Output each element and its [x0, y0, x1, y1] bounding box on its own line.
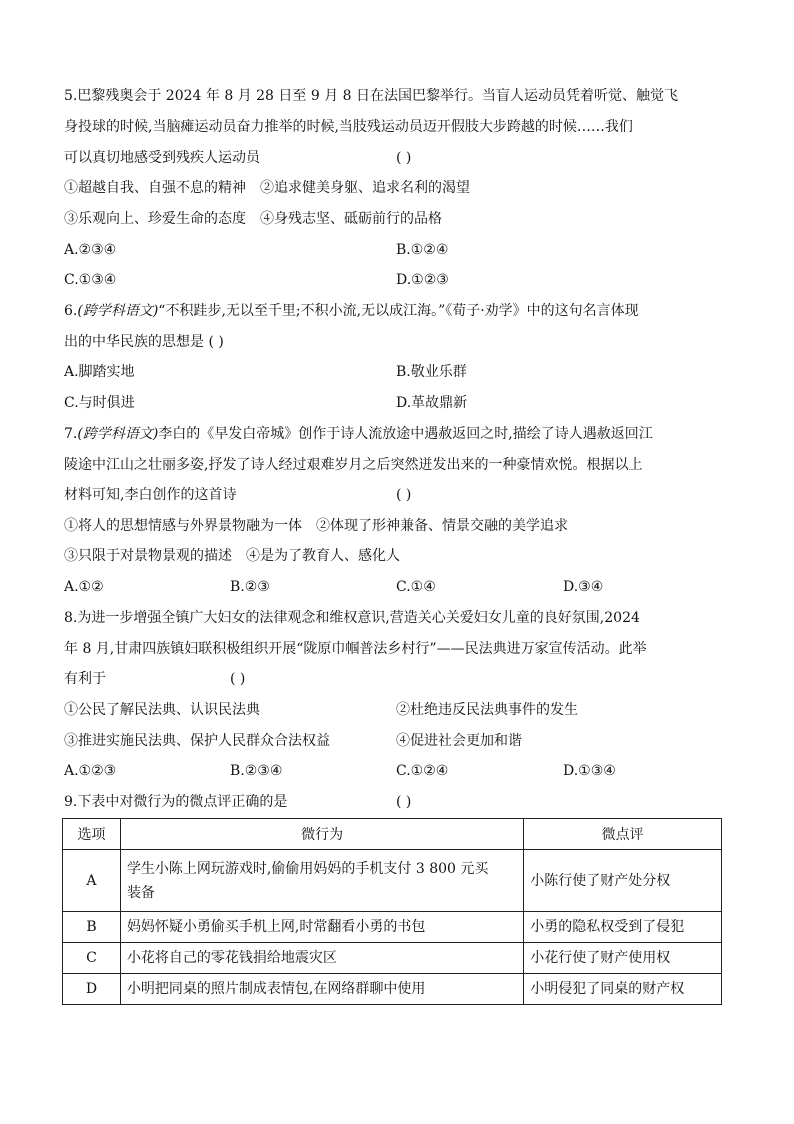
- q7-choice-b: B.②③: [230, 579, 270, 595]
- q6-choice-d: D.革故鼎新: [396, 395, 468, 411]
- q9-stem-line: [64, 792, 412, 812]
- q9-answer-bracket: ( ): [396, 794, 412, 810]
- table-header-option: 选项: [63, 819, 121, 850]
- table-row: [63, 974, 722, 1005]
- q7-stem-line-1: [64, 424, 653, 444]
- q5-option-line-1: ①超越自我、自强不息的精神 ②追求健美身躯、追求名利的渴望: [64, 180, 470, 196]
- q8-choice-b: B.②③④: [230, 763, 283, 779]
- q6-stem-line-2: [64, 332, 224, 352]
- q8-answer-bracket: ( ): [230, 671, 246, 687]
- q7-choice-a: A.①②: [64, 579, 104, 595]
- q9-table: [62, 818, 722, 1005]
- q7-option-line-1: ①将人的思想情感与外界景物融为一体 ②体现了形神兼备、情景交融的美学追求: [64, 518, 568, 534]
- row-option: D: [63, 974, 121, 1005]
- q8-choice-a: A.①②③: [64, 763, 117, 779]
- q7-number: 7.: [64, 426, 78, 442]
- q7-option-line-2: ③只限于对景物景观的描述 ④是为了教育人、感化人: [64, 548, 400, 564]
- q6-stem-text-2: 出的中华民族的思想是: [64, 334, 204, 350]
- q8-stem-text-3: 有利于: [64, 671, 106, 687]
- row-behavior-line-2: 装备: [126, 884, 155, 901]
- table-row: [63, 912, 722, 943]
- table-header-row: [63, 819, 722, 850]
- row-review: 小花行使了财产使用权: [524, 943, 722, 974]
- q6-stem-text: “不积跬步,无以至千里;不积小流,无以成江海。”《荀子·劝学》中的这句名言体现: [158, 303, 639, 319]
- q5-choice-b: B.①②④: [396, 242, 449, 258]
- q6-tag: (跨学科语文): [77, 303, 159, 319]
- q8-stem-line-1: 8.为进一步增强全镇广大妇女的法律观念和维权意识,营造关心关爱妇女儿童的良好氛围,2024: [64, 610, 640, 626]
- q8-option-3: ③推进实施民法典、保护人民群众合法权益: [64, 733, 330, 749]
- row-review: 小勇的隐私权受到了侵犯: [524, 912, 722, 943]
- q5-choice-c: C.①③④: [64, 272, 117, 288]
- row-review: 小陈行使了财产处分权: [524, 850, 722, 912]
- row-behavior-line-1: 学生小陈上网玩游戏时,偷偷用妈妈的手机支付 3 800 元买: [126, 860, 489, 877]
- table-header-review: 微点评: [524, 819, 722, 850]
- q8-stem-line-2: 年 8 月,甘肃四族镇妇联积极组织开展“陇原巾帼普法乡村行”——民法典进万家宣传活动。此举: [64, 641, 647, 657]
- row-option: A: [63, 850, 121, 912]
- row-option: B: [63, 912, 121, 943]
- q5-choice-d: D.①②③: [396, 272, 449, 288]
- q6-answer-bracket: ( ): [208, 334, 224, 350]
- row-behavior: [120, 850, 523, 912]
- q8-choice-d: D.①③④: [563, 763, 616, 779]
- q6-stem-line-1: [64, 301, 639, 321]
- q8-option-4: ④促进社会更加和谐: [396, 733, 522, 749]
- q7-choice-c: C.①④: [396, 579, 436, 595]
- q5-option-line-2: ③乐观向上、珍爱生命的态度 ④身残志坚、砥砺前行的品格: [64, 211, 442, 227]
- q5-answer-bracket: ( ): [396, 150, 412, 166]
- q5-stem-line-1: 5.巴黎残奥会于 2024 年 8 月 28 日至 9 月 8 日在法国巴黎举行。当盲人运动员凭着听觉、触觉飞: [64, 88, 679, 104]
- q6-choice-a: A.脚踏实地: [64, 364, 135, 380]
- q9-stem-text: 9.下表中对微行为的微点评正确的是: [64, 794, 288, 810]
- row-option: C: [63, 943, 121, 974]
- q7-stem-line-2: 陵途中江山之壮丽多姿,抒发了诗人经过艰难岁月之后突然迸发出来的一种豪情欢悦。根据以上: [64, 457, 643, 473]
- q5-stem-text: 可以真切地感受到残疾人运动员: [64, 150, 260, 166]
- q7-tag: (跨学科语文): [77, 426, 159, 442]
- table-row: [63, 943, 722, 974]
- q5-stem-line-2: 身投球的时候,当脑瘫运动员奋力推举的时候,当肢残运动员迈开假肢大步跨越的时候……我们: [64, 119, 633, 135]
- q7-choice-d: D.③④: [563, 579, 604, 595]
- q6-number: 6.: [64, 303, 78, 319]
- q7-stem-line-3: [64, 485, 412, 505]
- q6-choice-b: B.敬业乐群: [396, 364, 467, 380]
- q5-choice-a: A.②③④: [64, 242, 117, 258]
- row-behavior: 小明把同桌的照片制成表情包,在网络群聊中使用: [120, 974, 523, 1005]
- q8-option-2: ②杜绝违反民法典事件的发生: [396, 702, 578, 718]
- q5-stem-line-3: [64, 148, 412, 168]
- row-behavior: 小花将自己的零花钱捐给地震灾区: [120, 943, 523, 974]
- q8-option-1: ①公民了解民法典、认识民法典: [64, 702, 260, 718]
- table-header-behavior: 微行为: [120, 819, 523, 850]
- q7-stem-text-3: 材料可知,李白创作的这首诗: [64, 487, 237, 503]
- table-row: [63, 850, 722, 912]
- q6-choice-c: C.与时俱进: [64, 395, 135, 411]
- q8-choice-c: C.①②④: [396, 763, 449, 779]
- row-behavior: 妈妈怀疑小勇偷买手机上网,时常翻看小勇的书包: [120, 912, 523, 943]
- q7-answer-bracket: ( ): [396, 487, 412, 503]
- q7-stem-text: 李白的《早发白帝城》创作于诗人流放途中遇赦返回之时,描绘了诗人遇赦返回江: [158, 426, 653, 442]
- row-review: 小明侵犯了同桌的财产权: [524, 974, 722, 1005]
- q8-stem-line-3: [64, 669, 246, 689]
